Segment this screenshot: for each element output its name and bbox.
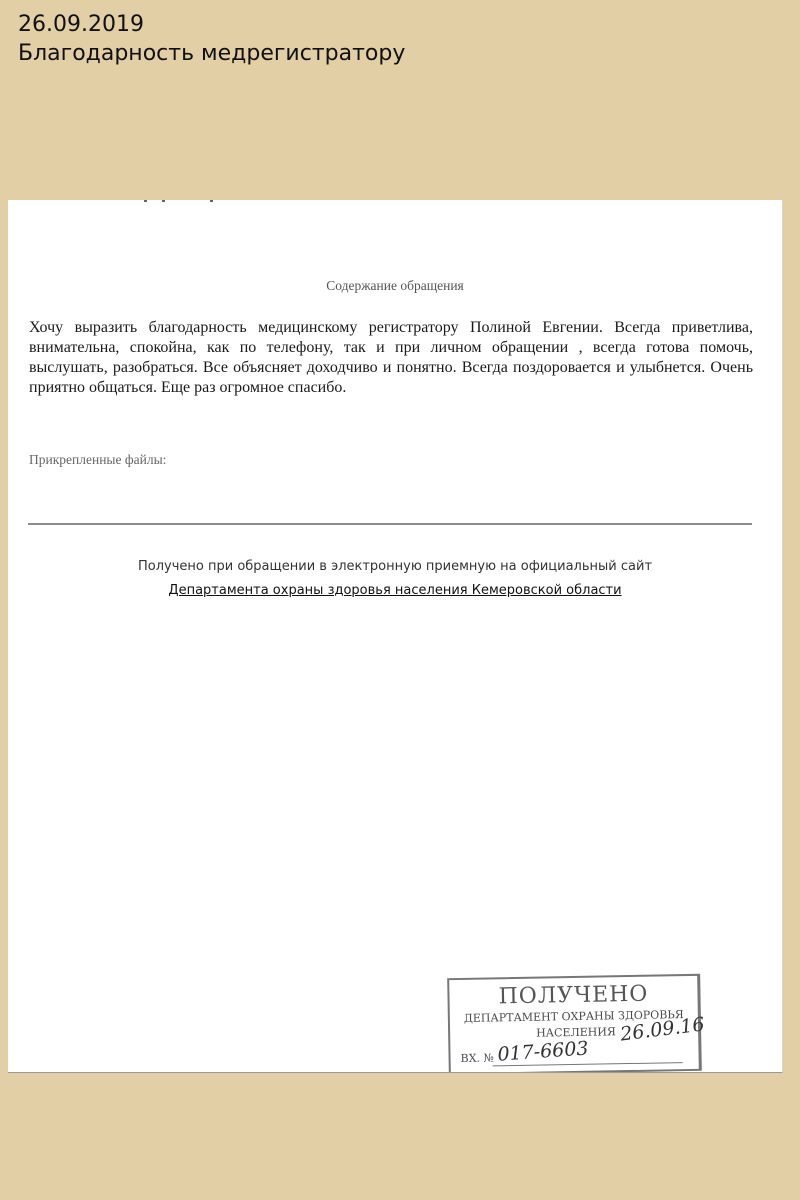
page-title: Благодарность медрегистратору [18, 41, 406, 66]
stamp-number-label: ВХ. № [460, 1051, 495, 1065]
department-link[interactable]: Департамента охраны здоровья населения Кемеровской области [168, 583, 622, 598]
scan-specks [140, 200, 220, 203]
department-link-line [8, 583, 782, 598]
stamp-handwritten-date: 26.09.16 [619, 1013, 706, 1046]
scanned-document [8, 200, 783, 1073]
received-stamp [447, 974, 706, 1073]
divider [28, 523, 752, 525]
page-header [18, 10, 405, 68]
received-text: Получено при обращении в электронную приемную на официальный сайт [137, 559, 653, 574]
stamp-department: ДЕПАРТАМЕНТ ОХРАНЫ ЗДОРОВЬЯ [463, 1008, 684, 1025]
stamp-handwritten-number: 017-6603 [496, 1037, 590, 1066]
stamp-department-cont: НАСЕЛЕНИЯ [536, 1025, 616, 1040]
section-title: Содержание обращения [326, 278, 464, 293]
attached-files-label: Прикрепленные файлы: [29, 452, 167, 467]
publication-date: 26.09.2019 [18, 12, 144, 37]
message-text: Хочу выразить благодарность медицинскому регистратору Полиной Евгении. Всегда приветлива, внимательна, спокойна, как по телефону, так и при личном обращении , всегда готова помочь, выслушать, разобраться. Все объясняет доходчиво и понятно. Всегда поздоровается и улыбнется. Очень приятно общаться. Еще раз огромное спасибо. [29, 319, 753, 396]
stamp-title: ПОЛУЧЕНО [498, 981, 649, 1010]
